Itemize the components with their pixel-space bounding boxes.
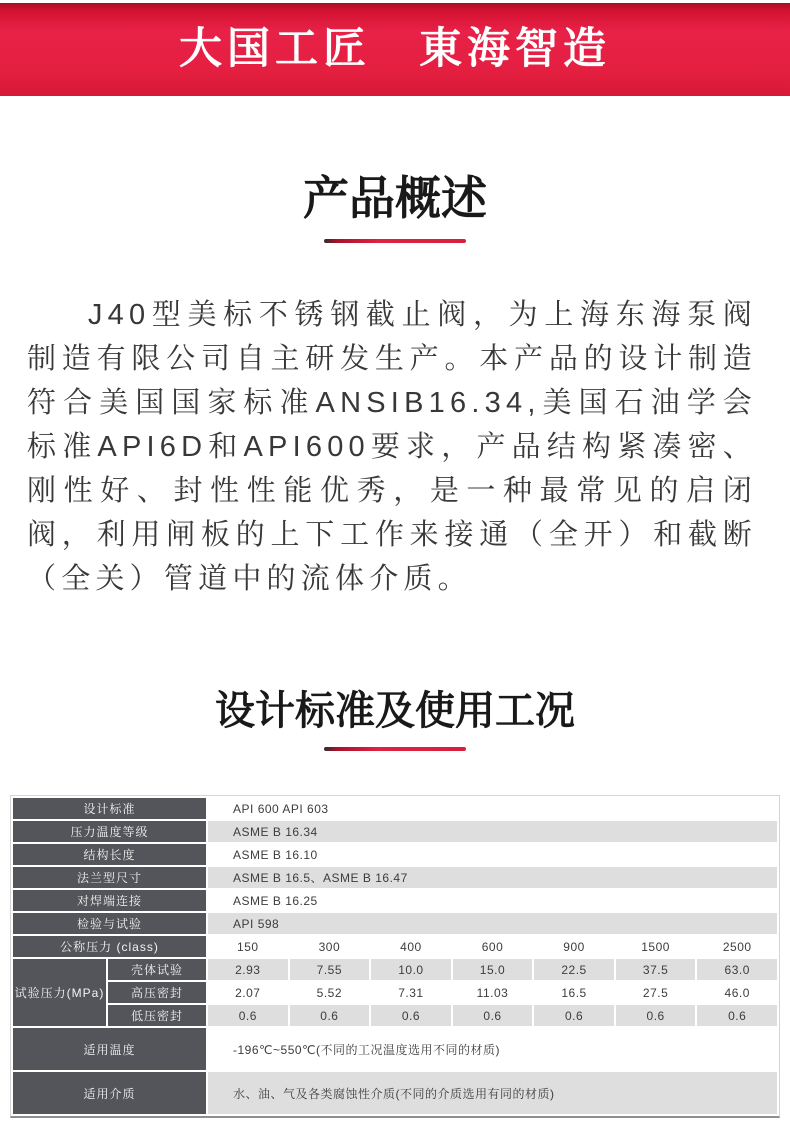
overview-heading: 产品概述 — [303, 172, 487, 224]
table-row — [13, 821, 777, 842]
class-value: 1500 — [616, 936, 696, 957]
class-value: 900 — [534, 936, 614, 957]
row-label: 公称压力 (class) — [13, 936, 206, 957]
row-label: 设计标准 — [13, 798, 206, 819]
low-seal-value: 0.6 — [616, 1005, 696, 1026]
high-seal-value: 11.03 — [453, 982, 533, 1003]
class-value: 600 — [453, 936, 533, 957]
table-row — [13, 867, 777, 888]
high-seal-value: 7.31 — [371, 982, 451, 1003]
high-seal-value: 2.07 — [208, 982, 288, 1003]
shell-value: 10.0 — [371, 959, 451, 980]
row-value: ASME B 16.10 — [208, 844, 777, 865]
spec-table-frame — [10, 795, 780, 1118]
high-seal-value: 5.52 — [290, 982, 370, 1003]
overview-paragraph: J40型美标不锈钢截止阀，为上海东海泵阀制造有限公司自主研发生产。本产品的设计制造符合美国国家标准ANSIB16.34,美国石油学会标准API6D和API600要求，产品结构紧凑密、刚性好、封性性能优秀，是一种最常见的启闭阀，利用闸板的上下工作来接通（全开）和截断（全关）管道中的流体介质。 — [27, 299, 757, 595]
table-row — [13, 798, 777, 819]
low-seal-value: 0.6 — [534, 1005, 614, 1026]
high-seal-value: 46.0 — [697, 982, 777, 1003]
specs-heading-underline — [324, 747, 466, 751]
row-label: 低压密封 — [108, 1005, 206, 1026]
row-label: 结构长度 — [13, 844, 206, 865]
table-row — [13, 890, 777, 911]
overview-heading-underline — [324, 239, 466, 243]
row-label: 法兰型尺寸 — [13, 867, 206, 888]
class-value: 400 — [371, 936, 451, 957]
row-label: 适用介质 — [13, 1072, 206, 1114]
brand-banner-title: 大国工匠 東海智造 — [179, 25, 611, 73]
test-pressure-group-label: 试验压力(MPa) — [13, 959, 106, 1026]
low-seal-row — [13, 1005, 777, 1026]
shell-value: 7.55 — [290, 959, 370, 980]
shell-test-row — [13, 959, 777, 980]
medium-value: 水、油、气及各类腐蚀性介质(不同的介质选用有同的材质) — [208, 1072, 777, 1114]
specs-heading: 设计标准及使用工况 — [215, 689, 575, 733]
shell-value: 15.0 — [453, 959, 533, 980]
row-value: ASME B 16.25 — [208, 890, 777, 911]
table-row — [13, 844, 777, 865]
low-seal-value: 0.6 — [453, 1005, 533, 1026]
row-label: 壳体试验 — [108, 959, 206, 980]
class-value: 300 — [290, 936, 370, 957]
row-label: 高压密封 — [108, 982, 206, 1003]
temperature-row — [13, 1028, 777, 1070]
table-row — [13, 913, 777, 934]
row-label: 适用温度 — [13, 1028, 206, 1070]
low-seal-value: 0.6 — [697, 1005, 777, 1026]
row-label: 对焊端连接 — [13, 890, 206, 911]
brand-banner — [0, 3, 790, 96]
class-value: 2500 — [697, 936, 777, 957]
shell-value: 22.5 — [534, 959, 614, 980]
pressure-class-row — [13, 936, 777, 957]
low-seal-value: 0.6 — [208, 1005, 288, 1026]
medium-row — [13, 1072, 777, 1114]
row-label: 压力温度等级 — [13, 821, 206, 842]
row-value: API 598 — [208, 913, 777, 934]
high-seal-value: 27.5 — [616, 982, 696, 1003]
row-value: ASME B 16.5、ASME B 16.47 — [208, 867, 777, 888]
row-value: ASME B 16.34 — [208, 821, 777, 842]
high-seal-value: 16.5 — [534, 982, 614, 1003]
low-seal-value: 0.6 — [371, 1005, 451, 1026]
shell-value: 63.0 — [697, 959, 777, 980]
shell-value: 37.5 — [616, 959, 696, 980]
class-value: 150 — [208, 936, 288, 957]
spec-table — [11, 796, 779, 1116]
row-label: 检验与试验 — [13, 913, 206, 934]
low-seal-value: 0.6 — [290, 1005, 370, 1026]
high-seal-row — [13, 982, 777, 1003]
shell-value: 2.93 — [208, 959, 288, 980]
row-value: API 600 API 603 — [208, 798, 777, 819]
temperature-value: -196℃~550℃(不同的工况温度选用不同的材质) — [208, 1028, 777, 1070]
